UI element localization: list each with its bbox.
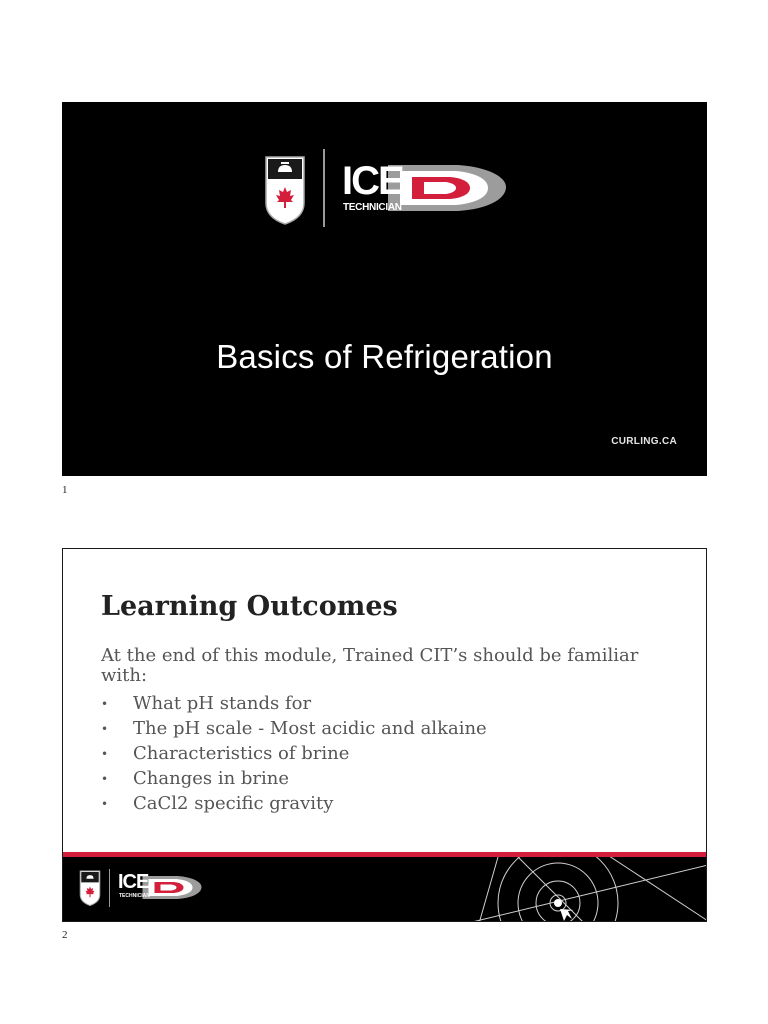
slide-title: Basics of Refrigeration <box>216 338 553 375</box>
bullet-icon: • <box>101 796 109 811</box>
page-number: 1 <box>62 484 68 496</box>
list-item-text: The pH scale - Most acidic and alkaine <box>133 718 487 739</box>
list-item-text: Characteristics of brine <box>133 743 350 764</box>
logo-text: ICE <box>342 159 403 203</box>
outcomes-list <box>101 691 487 816</box>
list-item-text: What pH stands for <box>133 693 312 714</box>
footer-ice-technician-logo <box>79 867 207 911</box>
list-item <box>101 791 487 816</box>
curling-house-diagram-icon <box>468 857 706 921</box>
bullet-icon: • <box>101 746 109 761</box>
slide-title: Learning Outcomes <box>101 591 398 622</box>
curling-ca-brand-mark: CURLING.CA <box>611 436 677 447</box>
bullet-icon: • <box>101 721 109 736</box>
logo-text: ICE <box>118 871 149 893</box>
slide-1 <box>62 102 707 476</box>
list-item-text: Changes in brine <box>133 768 290 789</box>
logo-subtext: TECHNICIAN <box>119 893 150 899</box>
page-number: 2 <box>62 929 68 941</box>
bullet-icon: • <box>101 696 109 711</box>
list-item <box>101 741 487 766</box>
slide-footer <box>63 857 706 921</box>
bullet-icon: • <box>101 771 109 786</box>
logo-subtext: TECHNICIAN <box>343 202 402 213</box>
list-item <box>101 766 487 791</box>
ice-technician-logo <box>264 149 509 229</box>
list-item <box>101 716 487 741</box>
list-item-text: CaCl2 specific gravity <box>133 793 334 814</box>
curling-canada-shield-icon <box>79 870 101 906</box>
slide-2 <box>62 548 707 922</box>
list-item <box>101 691 487 716</box>
intro-text: At the end of this module, Trained CIT’s should be familiar with: <box>101 645 639 686</box>
curling-canada-shield-icon <box>264 155 306 225</box>
